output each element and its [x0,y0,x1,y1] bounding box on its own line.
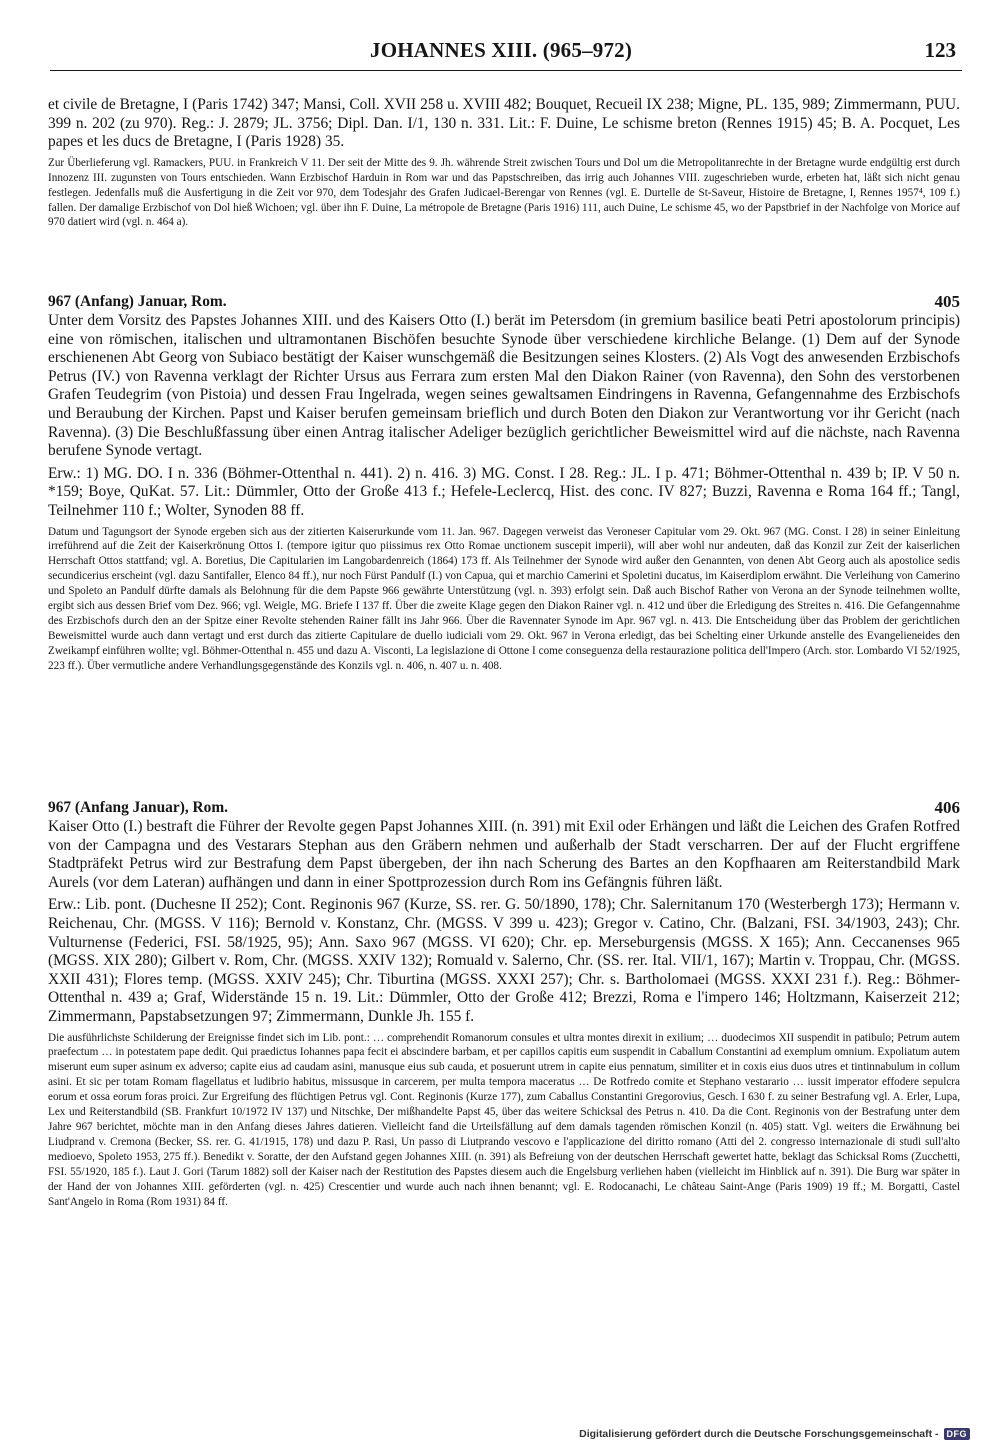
entry-sources: Erw.: Lib. pont. (Duchesne II 252); Cont. Reginonis 967 (Kurze, SS. rer. G. 50/1890, 178); Chr. Salernitanum 170 (Westerbergh 173); Hermann v. Reichenau, Chr. (MGSS. V 116); Bernold v. Konstanz, Chr. (MGSS. V 399 u. 423); Gregor v. Catino, Chr. (Balzani, FSI. 34/1903, 243); Chr. Vulturnense (Federici, FSI. 58/1925, 95); Ann. Saxo 967 (MGSS. VI 620); Chr. ep. Merseburgensis (MGSS. X 165); Ann. Ceccanenses 965 (MGSS. XIX 280); Gilbert v. Rom, Chr. (MGSS. XXIV 132); Romuald v. Salerno, Chr. (SS. rer. Ital. VII/1, 167); Martin v. Troppau, Chr. (MGSS. XXII 431); Flores temp. (MGSS. XXIV 245); Chr. Tiburtina (MGSS. XXXI 257); Chr. s. Bartholomaei (MGSS. XXXI 231 f.). Reg.: Böhmer-Ottenthal n. 439 a; Graf, Widerstände 15 n. 19. Lit.: Dümmler, Otto der Große 412; Brezzi, Roma e l'impero 146; Holtzmann, Kaiserzeit 212; Zimmermann, Papstabsetzungen 97; Zimmermann, Dunkle Jh. 155 f. [48,896,960,1025]
entry-heading [48,798,960,818]
continued-entry [48,96,960,230]
entry-sources: Erw.: 1) MG. DO. I n. 336 (Böhmer-Ottenthal n. 441). 2) n. 416. 3) MG. Const. I 28. Reg.: JL. I p. 471; Böhmer-Ottenthal n. 439 b; IP. V 50 n. *159; Boye, QuKat. 57. Lit.: Dümmler, Otto der Große 413 f.; Hefele-Leclercq, Hist. des conc. IV 827; Buzzi, Ravenna e Roma 164 ff.; Tangl, Teilnehmer 110 f.; Wolter, Synoden 88 ff. [48,464,960,519]
continued-text: et civile de Bretagne, I (Paris 1742) 347; Mansi, Coll. XVII 258 u. XVIII 482; Bouquet, Recueil IX 238; Migne, PL. 135, 989; Zimmermann, PUU. 399 n. 202 (zu 970). Reg.: J. 2879; JL. 3756; Dipl. Dan. I/1, 130 n. 331. Lit.: F. Duine, Le schisme breton (Rennes 1915) 45; B. A. Pocquet, Les papes et les ducs de Bretagne, I (Paris 1928) 35. [48,96,960,151]
dfg-logo: DFG [944,1428,971,1440]
entry-text: Kaiser Otto (I.) bestraft die Führer der Revolte gegen Papst Johannes XIII. (n. 391) mit Exil oder Erhängen und läßt die Leichen des Grafen Rotfred von der Campagna und des Vestarars Stephan aus den Gräbern nehmen und außerhalb der Stadt verscharren. Der auf der Flucht ergriffene Stadtpräfekt Petrus wird zur Bestrafung dem Papst übergeben, der ihn nach Scherung des Bartes an den Kopfhaaren am Reiterstandbild Mark Aurels (vor dem Lateran) aufhängen und dann in einer Spottprozession durch Rom ins Gefängnis führen läßt. [48,818,960,891]
running-header [40,38,964,68]
digitization-footer [579,1428,970,1440]
page-number: 123 [924,38,956,62]
entry-number: 405 [934,292,960,311]
entry-date-place: 967 (Anfang) Januar, Rom. [48,293,227,310]
regest-entry-405 [48,292,960,674]
entry-date-place: 967 (Anfang Januar), Rom. [48,799,228,816]
entry-heading [48,292,960,312]
entry-text: Unter dem Vorsitz des Papstes Johannes XIII. und des Kaisers Otto (I.) berät im Petersdom (in gremium basilice beati Petri apostolorum principis) eine von römischen, italischen und ultramontanen Bischöfen besuchte Synode über verschiedene kirchliche Belange. (1) Dem auf der Synode erschienenen Abt Georg von Subiaco bestätigt der Kaiser wunschgemäß die Besitzungen seines Klosters. (2) Als Vogt des anwesenden Erzbischofs Petrus (IV.) von Ravenna verklagt der Richter Ursus aus Ferrara zum ersten Mal den Diakon Rainer (von Ravenna), den Sohn des verstorbenen Grafen Teudegrim (von Pistoia) und dessen Frau Ingelrada, wegen seines gewaltsamen Eindringens in Ravenna, Gefangennahme des Erzbischofs und Beraubung der Kirchen. Papst und Kaiser berufen gemeinsam brieflich und durch Boten den Diakon zur Verantwortung vor ihr Gericht (nach Ravenna). (3) Die Beschlußfassung über einen Antrag italischer Adeliger bezüglich gerichtlicher Beweismittel wird auf die nächste, nach Ravenna berufene Synode vertagt. [48,312,960,460]
running-title: JOHANNES XIII. (965–972) [370,38,633,62]
entry-note: Die ausführlichste Schilderung der Ereignisse findet sich im Lib. pont.: … comprehendit Romanorum consules et ultra montes direxit in exilium; … duodecimos XII suspendit in patibulo; Petrum autem praefectum … in potestatem pape dedit. Qui praedictus Iohannes papa fecit ei abscindere barbam, et per capillos capitis eum suspendit in Caballum Constantini ad exemplum omnium. Expoliatum autem miserunt eum super asinum ex adverso; capite eius ad caudam asini, manusque eius sub cauda, et posuerunt utrem in capite eius pennatum, similiter et in coxis eius duos utres et tintinnabulum in collum asini. Et sic per totam Romam flagellatus et ludibrio habitus, missusque in carcerem, per multa tempora maceratus … De Rotfredo comite et Stephano vestarario … iussit imperator effodere sepulcra eorum et ossa eorum foras proici. Zur Ergreifung des flüchtigen Petrus vgl. Cont. Reginonis (Kurze 177), zum Caballus Constantini Gregorovius, Gesch. I 630 f. zu seiner Bestrafung vgl. A. Erler, Lupa, Lex und Reiterstandbild (SB. Frankfurt 10/1972 IV 137) und Nitschke, Der mißhandelte Papst 45, über das weitere Schicksal des Petrus n. 410. Da die Cont. Reginonis von der Bestrafung unter dem Jahre 967 berichtet, möchte man in den Anfang dieses Jahres datieren. Vielleicht fand die Urteilsfällung auf dem damals tagenden römischen Konzil (n. 405) statt. Vgl. weiters die Erwähnung bei Liudprand v. Cremona (Becker, SS. rer. G. 41/1915, 178) und dazu P. Rasi, Un passo di Liutprando vescovo e l'applicazione del diritto romano (Atti del 2. congresso internazionale di studi sull'alto medioevo, Spoleto 1953, 275 ff.). Benedikt v. Soratte, der den Aufstand gegen Johannes XIII. (n. 391) als Befreiung von der deutschen Herrschaft gewertet hatte, beklagt das Schicksal Roms (Zucchetti, FSI. 55/1920, 185 f.). Laut J. Gori (Tarum 1882) soll der Kaiser nach der Restitution des Papstes diesem auch die Engelsburg verliehen haben (vielleicht im Hinblick auf n. 391). Die Burg war später in der Hand der von Johannes XIII. geförderten (vgl. n. 425) Crescentier und wurde auch nach ihnen benannt; vgl. E. Rodocanachi, Le château Saint-Ange (Paris 1909) 19 ff.; M. Borgatti, Castel Sant'Angelo in Roma (Rom 1931) 84 ff. [48,1031,960,1208]
footer-text: Digitalisierung gefördert durch die Deutsche Forschungsgemeinschaft - [579,1428,939,1440]
header-rule [50,70,962,71]
entry-number: 406 [934,798,960,817]
regest-entry-406 [48,798,960,1209]
continued-note: Zur Überlieferung vgl. Ramackers, PUU. in Frankreich V 11. Der seit der Mitte des 9. Jh. währende Streit zwischen Tours und Dol um die Metropolitanrechte in der Bretagne wurde endgültig erst durch Innozenz III. zugunsten von Tours entschieden. Wann Erzbischof Harduin in Rom war und das Papstschreiben, das irrig auch Johannes VIII. zugeschrieben wurde, erbeten hat, läßt sich nicht genau festlegen. Jedenfalls muß die Ausfertigung in die Zeit vor 970, dem Todesjahr des Grafen Judicael-Berengar von Rennes (vgl. E. Durtelle de St-Saveur, Histoire de Bretagne, I, Rennes 1957⁴, 109 f.) fallen. Der damalige Erzbischof von Dol hieß Wichoen; vgl. über ihn F. Duine, La métropole de Bretagne (Paris 1916) 111, auch Duine, Le schisme 45, wo der Papstbrief in der Nachfolge von Morice auf 970 datiert wird (vgl. n. 464 a). [48,156,960,229]
entry-note: Datum und Tagungsort der Synode ergeben sich aus der zitierten Kaiserurkunde vom 11. Jan. 967. Dagegen verweist das Veroneser Capitular vom 29. Okt. 967 (MG. Const. I 28) in seiner Einleitung irreführend auf die Zeit der Kaiserkrönung Ottos I. (tempore igitur quo piissimus rex Otto Romae unctionem suscepit imperii), will aber wohl nur andeuten, daß das Konzil zur Zeit der kaiserlichen Herrschaft Ottos stattfand; vgl. A. Boretius, Die Capitularien im Langobardenreich (1864) 173 ff. Als Teilnehmer der Synode wird außer den Genannten, von denen Abt Georg auch als apostolice sedis secundicerius erscheint (vgl. dazu Santifaller, Elenco 84 ff.), nur noch Fürst Pandulf (I.) von Capua, qui et marchio Camerini et Spoletini ducatus, im Kaiserdiplom erwähnt. Die Verleihung von Camerino und Spoleto an Pandulf dürfte damals als Belohnung für die dem Papste 966 gewährte Unterstützung (vgl. n. 393) erfolgt sein. Daß auch Bischof Rather von Verona an der Synode teilnehmen wollte, ergibt sich aus dessen Brief vom Dez. 966; vgl. Weigle, MG. Briefe I 137 ff. Über die zweite Klage gegen den Diakon Rainer vgl. n. 412 und über die Erledigung des Streites n. 416. Die Gefangennahme des Erzbischofs durch den an der Spitze einer Revolte stehenden Rainer fällt ins Jahr 966. Über die Ravennater Synode im Apr. 967 vgl. n. 413. Die Entscheidung über das Problem der gerichtlichen Beweismittel wurde auch dann vertagt und erst durch das zitierte Capitulare de duello iudiciali vom 29. Okt. 967 in Verona erledigt, das bei Schelting einer Urkunde anstelle des Evangelieneides den Zweikampf einführen wollte; vgl. Böhmer-Ottenthal n. 455 und dazu A. Visconti, La legislazione di Ottone I come conseguenza della restaurazione politica dell'Impero (Arch. stor. Lombardo VI 52/1925, 223 ff.). Über vermutliche andere Verhandlungsgegenstände des Konzils vgl. n. 406, n. 407 u. n. 408. [48,525,960,672]
